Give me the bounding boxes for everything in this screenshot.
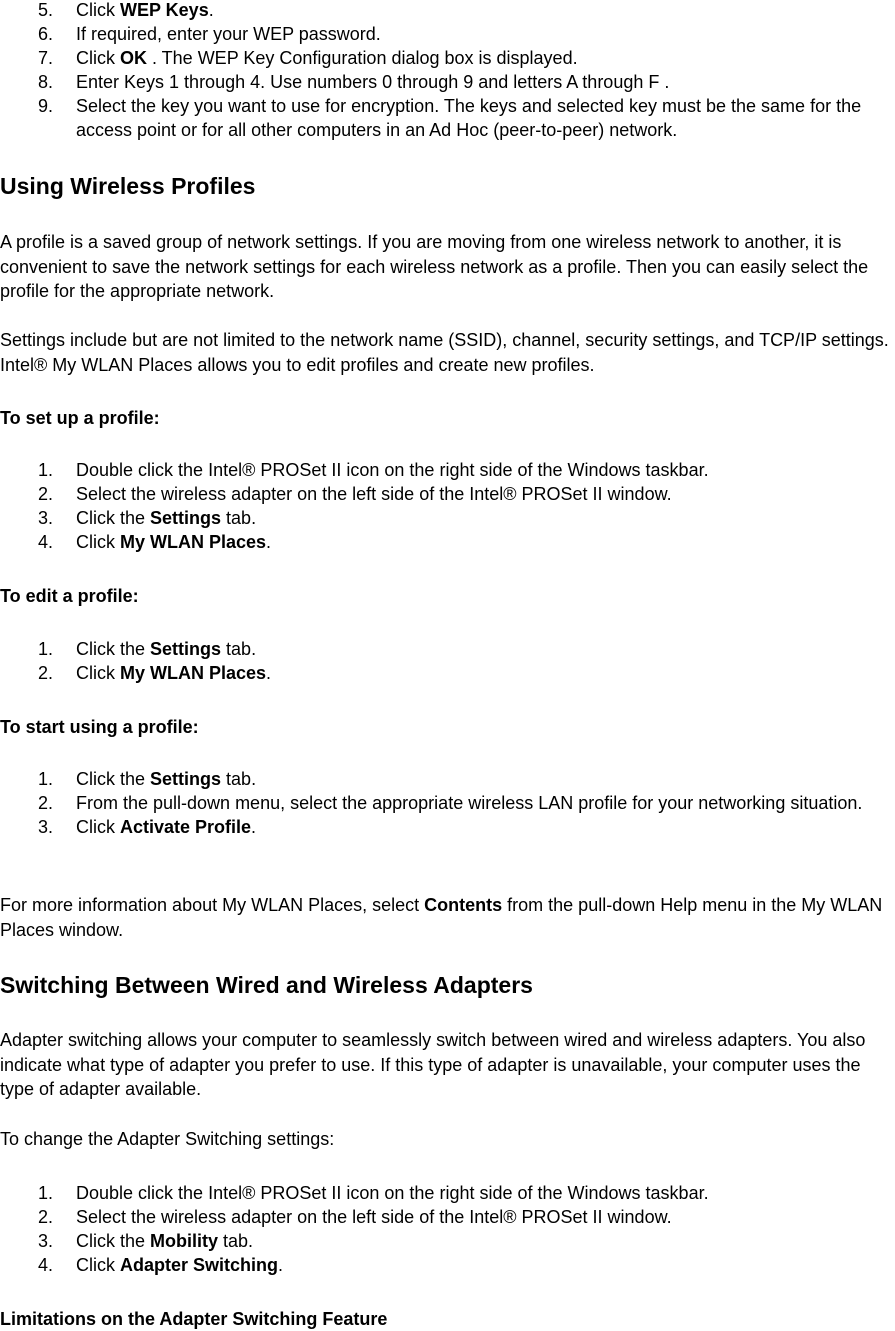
list-item-text: Click the (76, 1231, 151, 1251)
list-item (0, 46, 895, 70)
list-item (0, 1229, 895, 1253)
list-item-number: 2. (38, 793, 54, 813)
list-item-ui-reference: WEP Keys (120, 0, 209, 20)
list-item (0, 70, 895, 94)
list-item-text: Select the key you want to use for encryption. The keys and selected key must be the same for the access point or for all other computers in an Ad Hoc (peer-to-peer) network. (76, 96, 862, 140)
list-item-number: 4. (38, 1255, 54, 1275)
list-item-text-end: . (266, 663, 272, 683)
edit-profile-steps (0, 637, 895, 685)
list-item-text-end: . (208, 0, 214, 20)
section-heading-switching: Switching Between Wired and Wireless Adapters (0, 972, 533, 998)
list-item (0, 458, 895, 482)
list-item (0, 0, 895, 22)
list-item-number: 1. (38, 460, 54, 480)
list-item-ui-reference: Adapter Switching (120, 1255, 279, 1275)
list-item-ui-reference: Mobility (150, 1231, 219, 1251)
profiles-intro-paragraph: A profile is a saved group of network settings. If you are moving from one wireless network to another, it is convenient to save the network settings for each wireless network as a profile. Then you can easily select the profile for the appropriate network. (0, 232, 869, 301)
list-item-ui-reference: OK (120, 48, 147, 68)
list-item-number: 2. (38, 484, 54, 504)
list-item (0, 661, 895, 685)
list-item-text: Click (76, 663, 120, 683)
list-item (0, 94, 895, 142)
list-item-text: Select the wireless adapter on the left side of the Intel® PROSet II window. (76, 1207, 672, 1227)
wep-steps-list (0, 0, 895, 142)
list-item-number: 2. (38, 663, 54, 683)
switching-settings-intro: To change the Adapter Switching settings: (0, 1129, 335, 1149)
switching-intro-paragraph: Adapter switching allows your computer to seamlessly switch between wired and wireless adapters. You also indicate what type of adapter you prefer to use. If this type of adapter is unavailable, your computer uses the type of adapter available. (0, 1030, 866, 1099)
list-item-text: From the pull-down menu, select the appropriate wireless LAN profile for your networking situation. (76, 793, 863, 813)
list-item (0, 1205, 895, 1229)
limitations-heading: Limitations on the Adapter Switching Feature (0, 1309, 388, 1329)
list-item-ui-reference: Activate Profile (120, 817, 252, 837)
list-item-text: Click the (76, 769, 151, 789)
list-item-number: 8. (38, 72, 54, 92)
list-item-number: 3. (38, 1231, 54, 1251)
list-item-text-end: tab. (218, 1231, 254, 1251)
profiles-settings-paragraph: Settings include but are not limited to the network name (SSID), channel, security settings, and TCP/IP settings. Intel® My WLAN Places allows you to edit profiles and create new profiles. (0, 330, 889, 375)
list-item-number: 4. (38, 532, 54, 552)
list-item-text-end: tab. (221, 769, 257, 789)
list-item-ui-reference: My WLAN Places (120, 663, 267, 683)
list-item (0, 791, 895, 815)
list-item-text-end: . (266, 532, 272, 552)
list-item-number: 1. (38, 769, 54, 789)
list-item (0, 22, 895, 46)
list-item (0, 1181, 895, 1205)
list-item-number: 3. (38, 817, 54, 837)
section-heading-profiles: Using Wireless Profiles (0, 173, 256, 199)
list-item-text: Click (76, 817, 120, 837)
more-info-paragraph (0, 893, 895, 942)
list-item-number: 1. (38, 639, 54, 659)
list-item (0, 767, 895, 791)
list-item-text: Select the wireless adapter on the left side of the Intel® PROSet II window. (76, 484, 672, 504)
list-item-text-end: tab. (221, 508, 257, 528)
list-item-text-end: . (251, 817, 257, 837)
list-item-number: 7. (38, 48, 54, 68)
list-item-number: 6. (38, 24, 54, 44)
list-item-text: Click (76, 1255, 120, 1275)
start-profile-heading: To start using a profile: (0, 717, 199, 737)
more-info-text-end: from the pull-down Help menu in the My WLAN Places window. (0, 895, 883, 940)
list-item-ui-reference: Settings (150, 769, 222, 789)
list-item-text: Click (76, 532, 120, 552)
list-item-text: Click (76, 48, 120, 68)
setup-profile-heading: To set up a profile: (0, 408, 160, 428)
list-item-text-end: tab. (221, 639, 257, 659)
list-item (0, 815, 895, 839)
list-item-number: 2. (38, 1207, 54, 1227)
list-item-text: If required, enter your WEP password. (76, 24, 381, 44)
list-item-text-end: . (278, 1255, 284, 1275)
list-item-ui-reference: Settings (150, 639, 222, 659)
list-item-ui-reference: Settings (150, 508, 222, 528)
list-item-text: Double click the Intel® PROSet II icon on the right side of the Windows taskbar. (76, 460, 709, 480)
contents-menu-reference: Contents (424, 895, 503, 915)
list-item (0, 482, 895, 506)
list-item (0, 530, 895, 554)
list-item (0, 506, 895, 530)
list-item-text-end: . The WEP Key Configuration dialog box is displayed. (147, 48, 578, 68)
list-item-number: 5. (38, 0, 54, 20)
list-item-number: 1. (38, 1183, 54, 1203)
switching-steps (0, 1181, 895, 1277)
list-item-text: Double click the Intel® PROSet II icon on the right side of the Windows taskbar. (76, 1183, 709, 1203)
more-info-text: For more information about My WLAN Places, select (0, 895, 425, 915)
start-profile-steps (0, 767, 895, 839)
list-item-text: Click the (76, 508, 151, 528)
setup-profile-steps (0, 458, 895, 554)
list-item-ui-reference: My WLAN Places (120, 532, 267, 552)
list-item-text: Click the (76, 639, 151, 659)
list-item (0, 1253, 895, 1277)
list-item-text: Click (76, 0, 120, 20)
list-item-number: 3. (38, 508, 54, 528)
list-item (0, 637, 895, 661)
list-item-number: 9. (38, 96, 54, 116)
edit-profile-heading: To edit a profile: (0, 586, 139, 606)
list-item-text: Enter Keys 1 through 4. Use numbers 0 through 9 and letters A through F . (76, 72, 670, 92)
